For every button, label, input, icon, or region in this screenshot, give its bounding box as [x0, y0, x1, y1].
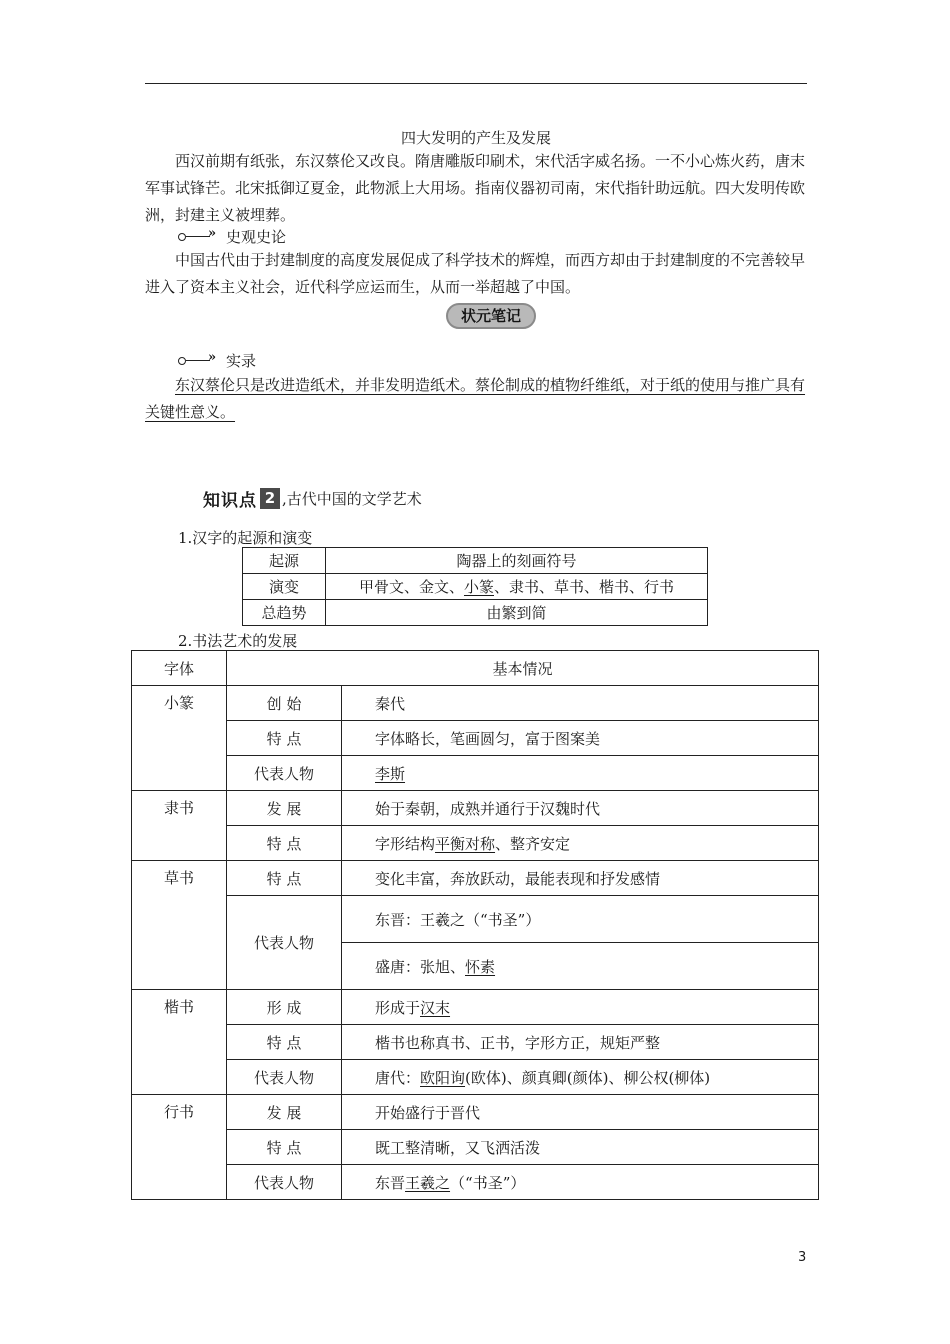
history-marker — [178, 226, 286, 247]
table-row — [132, 791, 819, 826]
script-name: 隶书 — [132, 791, 227, 861]
table-row — [132, 861, 819, 896]
row-value: 甲骨文、金文、小篆、隶书、草书、楷书、行书 — [326, 574, 708, 600]
arrow-marker-icon: » — [178, 231, 224, 243]
knowledge-point-heading — [203, 486, 422, 511]
aspect: 创 始 — [227, 686, 342, 721]
table-row — [132, 1165, 819, 1200]
record-marker-label: 实录 — [226, 352, 257, 370]
detail: 盛唐：张旭、怀素 — [342, 943, 819, 990]
table-row — [132, 721, 819, 756]
subheading-calligraphy: 2.书法艺术的发展 — [178, 632, 298, 650]
knowledge-point-title: ,古代中国的文学艺术 — [282, 490, 422, 508]
row-value: 陶器上的刻画符号 — [326, 548, 708, 574]
detail: 始于秦朝，成熟并通行于汉魏时代 — [342, 791, 819, 826]
table-header — [132, 651, 819, 686]
script-name: 草书 — [132, 861, 227, 990]
record-paragraph — [145, 372, 809, 426]
table-row — [132, 756, 819, 791]
detail: 字形结构平衡对称、整齐安定 — [342, 826, 819, 861]
knowledge-point-number: 2 — [260, 488, 280, 509]
table-row — [132, 1060, 819, 1095]
aspect: 发 展 — [227, 791, 342, 826]
detail: 东晋王羲之（“书圣”） — [342, 1165, 819, 1200]
table-row — [132, 1025, 819, 1060]
section-title: 四大发明的产生及发展 — [400, 129, 551, 147]
row-value: 由繁到简 — [326, 600, 708, 626]
record-text: 东汉蔡伦只是改进造纸术，并非发明造纸术。蔡伦制成的植物纤维纸，对于纸的使用与推广具有关键性意义。 — [145, 376, 806, 421]
detail: 唐代：欧阳询(欧体)、颜真卿(颜体)、柳公权(柳体) — [342, 1060, 819, 1095]
record-marker — [178, 350, 256, 371]
table-row — [243, 600, 708, 626]
table-row — [132, 896, 819, 943]
table-row — [132, 826, 819, 861]
detail: 李斯 — [342, 756, 819, 791]
detail: 东晋：王羲之（“书圣”） — [342, 896, 819, 943]
row-label: 演变 — [243, 574, 326, 600]
table-row — [243, 574, 708, 600]
detail: 秦代 — [342, 686, 819, 721]
aspect: 特 点 — [227, 1130, 342, 1165]
aspect: 发 展 — [227, 1095, 342, 1130]
aspect: 特 点 — [227, 1025, 342, 1060]
detail: 字体略长，笔画圆匀，富于图案美 — [342, 721, 819, 756]
table-row — [243, 548, 708, 574]
aspect: 形 成 — [227, 990, 342, 1025]
detail: 变化丰富，奔放跃动，最能表现和抒发感情 — [342, 861, 819, 896]
aspect: 特 点 — [227, 861, 342, 896]
subheading-chars: 1.汉字的起源和演变 — [178, 529, 313, 547]
row-label: 起源 — [243, 548, 326, 574]
header-rule — [145, 83, 807, 84]
history-paragraph: 中国古代由于封建制度的高度发展促成了科学技术的辉煌，而西方却由于封建制度的不完善较早进入了资本主义社会，近代科学应运而生，从而一举超越了中国。 — [145, 251, 806, 296]
table-row — [132, 1130, 819, 1165]
detail: 开始盛行于晋代 — [342, 1095, 819, 1130]
detail: 既工整清晰，又飞洒活泼 — [342, 1130, 819, 1165]
detail: 楷书也称真书、正书，字形方正，规矩严整 — [342, 1025, 819, 1060]
aspect: 代表人物 — [227, 896, 342, 990]
row-label: 总趋势 — [243, 600, 326, 626]
script-name: 行书 — [132, 1095, 227, 1200]
arrow-marker-icon: » — [178, 355, 224, 367]
knowledge-point-label: 知识点 — [203, 491, 257, 511]
table-row — [132, 990, 819, 1025]
aspect: 代表人物 — [227, 1165, 342, 1200]
aspect: 特 点 — [227, 826, 342, 861]
aspect: 代表人物 — [227, 756, 342, 791]
mnemonic-paragraph: 西汉前期有纸张，东汉蔡伦又改良。隋唐雕版印刷术，宋代活字威名扬。一不小心炼火药，唐末军事试锋芒。北宋抵御辽夏金，此物派上大用场。指南仪器初司南，宋代指针助远航。四大发明传欧洲，封建主义被埋葬。 — [145, 152, 806, 224]
header-script: 字体 — [132, 651, 227, 686]
script-name: 楷书 — [132, 990, 227, 1095]
table-row — [132, 1095, 819, 1130]
history-marker-label: 史观史论 — [226, 228, 287, 246]
aspect: 代表人物 — [227, 1060, 342, 1095]
page-number: 3 — [798, 1250, 807, 1265]
table-row — [132, 686, 819, 721]
chars-origin-table — [242, 547, 708, 626]
detail: 形成于汉末 — [342, 990, 819, 1025]
header-info: 基本情况 — [227, 651, 819, 686]
aspect: 特 点 — [227, 721, 342, 756]
calligraphy-table — [131, 650, 819, 1200]
notes-badge: 状元笔记 — [446, 303, 536, 329]
script-name: 小篆 — [132, 686, 227, 791]
